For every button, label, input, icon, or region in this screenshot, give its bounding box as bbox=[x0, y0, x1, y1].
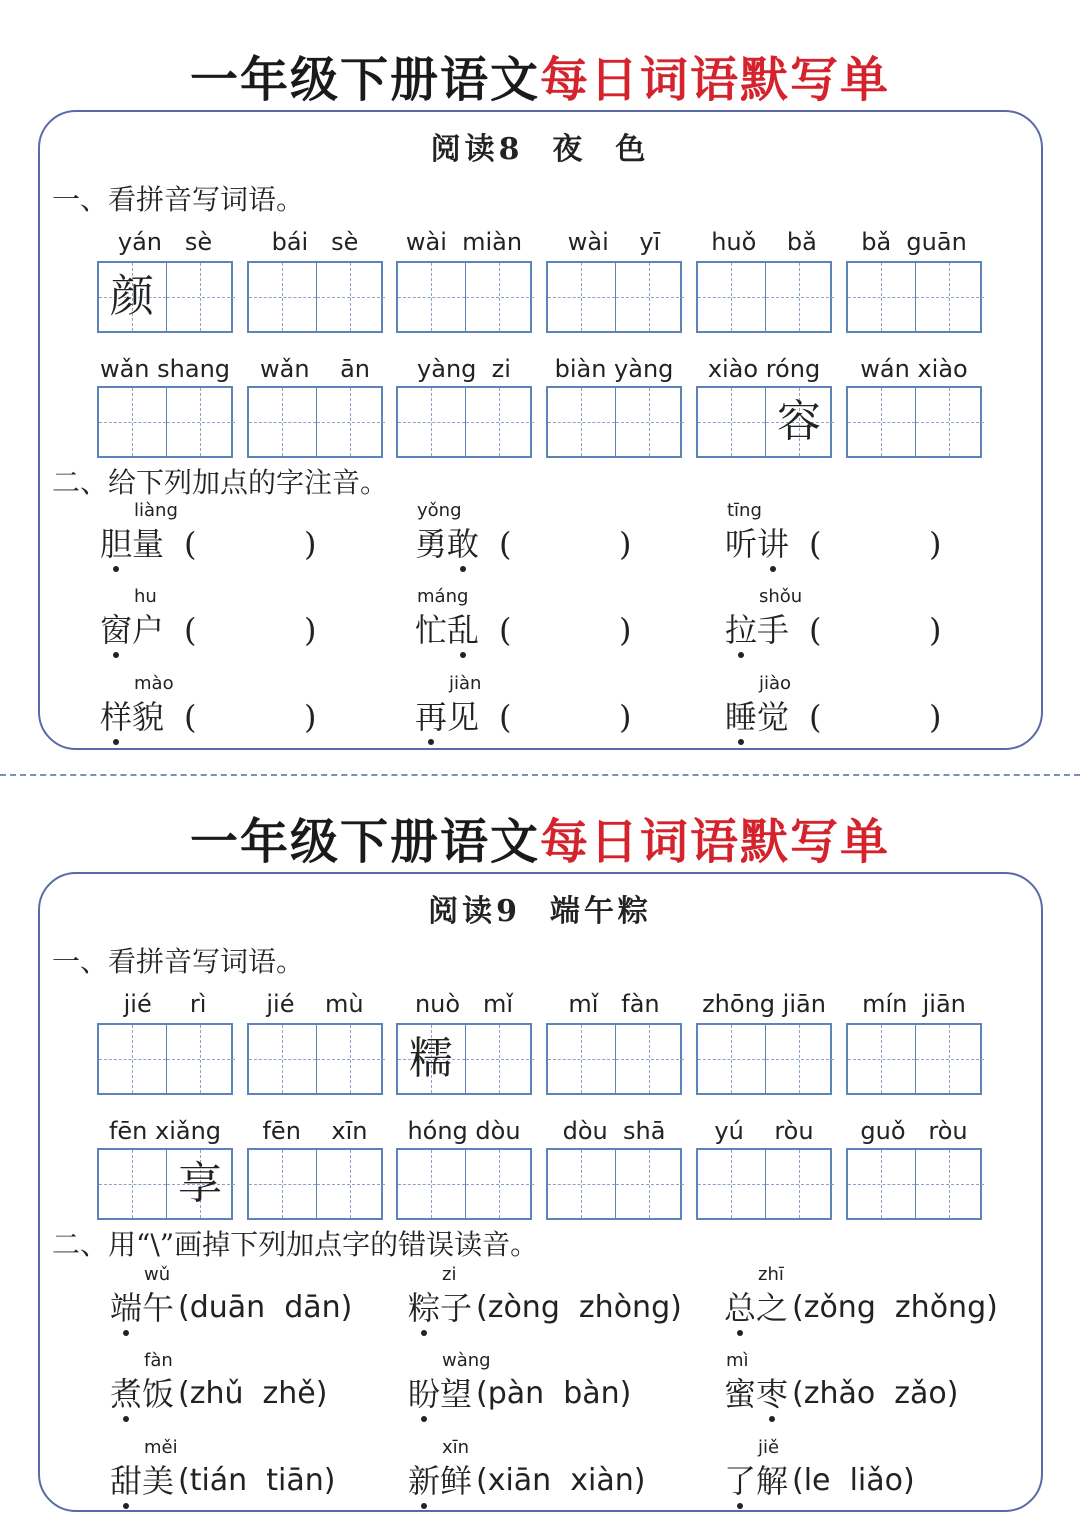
tian-grid-cell[interactable] bbox=[698, 388, 766, 456]
word-char: 拉 bbox=[725, 608, 757, 652]
word-char: 枣 bbox=[756, 1372, 788, 1416]
answer-paren-close: ) bbox=[929, 698, 942, 736]
word-pinyin: biàn yàng bbox=[554, 355, 674, 383]
cell-character bbox=[766, 1150, 832, 1218]
tian-grid-cell[interactable] bbox=[167, 388, 235, 456]
tian-grid-cell[interactable] bbox=[466, 1150, 534, 1218]
tian-grid-cell[interactable] bbox=[99, 263, 167, 331]
phonetic-item bbox=[724, 1350, 1024, 1434]
sheet-title bbox=[0, 812, 1080, 872]
answer-blank[interactable] bbox=[210, 522, 300, 566]
word-pinyin: wài yī bbox=[567, 228, 661, 256]
tian-grid-cell[interactable] bbox=[99, 388, 167, 456]
cell-character bbox=[848, 1025, 914, 1093]
annotation-pinyin: jiě bbox=[758, 1437, 780, 1458]
phonetic-item bbox=[415, 586, 715, 670]
tian-grid-cell[interactable] bbox=[698, 1150, 766, 1218]
phonetic-item bbox=[408, 1264, 708, 1348]
tian-grid-cell[interactable] bbox=[766, 263, 834, 331]
cell-character bbox=[616, 1025, 682, 1093]
phonetic-item bbox=[724, 1437, 1024, 1521]
phonetic-item bbox=[725, 586, 1025, 670]
writing-box[interactable] bbox=[97, 386, 233, 458]
tian-grid-cell[interactable] bbox=[766, 1025, 834, 1093]
cell-character bbox=[99, 1025, 165, 1093]
tian-grid-cell[interactable] bbox=[848, 263, 916, 331]
cell-character bbox=[916, 1025, 982, 1093]
writing-box[interactable] bbox=[396, 386, 532, 458]
cell-character bbox=[317, 263, 383, 331]
word-pinyin: jié mù bbox=[266, 990, 364, 1018]
pinyin-row bbox=[0, 352, 1080, 386]
tian-grid-cell[interactable] bbox=[916, 263, 984, 331]
cell-character bbox=[766, 263, 832, 331]
word-pinyin: fēn xiǎng bbox=[108, 1117, 222, 1145]
word-text bbox=[110, 1459, 174, 1503]
cell-character: 容 bbox=[777, 396, 821, 447]
word-char: 总 bbox=[724, 1286, 756, 1330]
reading-options[interactable]: (zhǔ zhě) bbox=[178, 1376, 328, 1411]
writing-box[interactable] bbox=[696, 261, 832, 333]
word-char: 子 bbox=[440, 1289, 473, 1327]
answer-blank[interactable] bbox=[210, 608, 300, 652]
tian-grid-cell[interactable] bbox=[99, 1025, 167, 1093]
section-two-heading: 二、用“\”画掉下列加点字的错误读音。 bbox=[52, 1228, 539, 1261]
annotation-pinyin: wàng bbox=[442, 1350, 491, 1371]
cell-character bbox=[698, 1150, 764, 1218]
word-char: 勇 bbox=[415, 525, 448, 563]
answer-paren-close: ) bbox=[304, 611, 317, 649]
writing-box-row bbox=[0, 386, 1080, 458]
reading-options[interactable]: (zòng zhòng) bbox=[476, 1290, 682, 1325]
word-pinyin: wài miàn bbox=[405, 228, 523, 256]
answer-paren-open: ( bbox=[499, 525, 512, 563]
tian-grid-cell[interactable] bbox=[249, 1150, 317, 1218]
answer-paren-open: ( bbox=[499, 611, 512, 649]
word-char: 了 bbox=[724, 1459, 756, 1503]
word-text bbox=[110, 1286, 174, 1330]
cell-character bbox=[466, 388, 532, 456]
word-pinyin: wǎn shang bbox=[99, 355, 231, 383]
title-black-part: 一年级下册语文 bbox=[189, 52, 540, 108]
word-char: 觉 bbox=[757, 698, 790, 736]
annotation-pinyin: shǒu bbox=[759, 586, 803, 607]
tian-grid-cell[interactable] bbox=[317, 1025, 385, 1093]
worksheet-sheet bbox=[0, 762, 1080, 1522]
annotation-pinyin: jiào bbox=[759, 673, 792, 694]
annotation-pinyin: hu bbox=[134, 586, 157, 607]
cell-character bbox=[616, 263, 682, 331]
reading-options[interactable]: (duān dān) bbox=[178, 1290, 353, 1325]
word-text bbox=[725, 695, 789, 739]
answer-paren-close: ) bbox=[929, 611, 942, 649]
writing-box[interactable] bbox=[396, 261, 532, 333]
cell-character: 享 bbox=[178, 1158, 222, 1209]
word-text bbox=[110, 1372, 174, 1416]
cell-character bbox=[249, 1150, 315, 1218]
cell-character bbox=[249, 263, 315, 331]
tian-grid-cell[interactable] bbox=[848, 388, 916, 456]
tian-grid-cell[interactable] bbox=[916, 1025, 984, 1093]
writing-box[interactable] bbox=[696, 386, 832, 458]
word-char: 新 bbox=[408, 1459, 440, 1503]
cell-character bbox=[616, 1150, 682, 1218]
tian-grid-cell[interactable] bbox=[167, 263, 235, 331]
word-pinyin: wán xiào bbox=[860, 355, 968, 383]
word-char: 美 bbox=[142, 1462, 175, 1500]
answer-blank[interactable] bbox=[835, 522, 925, 566]
writing-box[interactable] bbox=[396, 1148, 532, 1220]
answer-paren-open: ( bbox=[184, 525, 197, 563]
word-text bbox=[408, 1459, 472, 1503]
word-char: 解 bbox=[756, 1462, 789, 1500]
phonetic-item bbox=[100, 500, 400, 584]
word-pinyin: wǎn ān bbox=[260, 355, 370, 383]
word-text bbox=[725, 522, 789, 566]
tian-grid-cell[interactable] bbox=[466, 388, 534, 456]
phonetic-item bbox=[408, 1437, 708, 1521]
tian-grid-cell[interactable] bbox=[317, 263, 385, 331]
cell-character bbox=[548, 1025, 614, 1093]
tian-grid-cell[interactable] bbox=[466, 1025, 534, 1093]
phonetic-item bbox=[724, 1264, 1024, 1348]
writing-box[interactable] bbox=[546, 1023, 682, 1095]
reading-options[interactable]: (pàn bàn) bbox=[476, 1376, 632, 1411]
tian-grid-cell[interactable] bbox=[616, 388, 684, 456]
word-char: 蜜 bbox=[724, 1375, 757, 1413]
reading-options[interactable]: (xiān xiàn) bbox=[476, 1463, 646, 1498]
word-text bbox=[724, 1459, 788, 1503]
cell-character bbox=[398, 263, 464, 331]
cell-character bbox=[167, 388, 233, 456]
answer-paren-open: ( bbox=[499, 698, 512, 736]
answer-paren-close: ) bbox=[304, 525, 317, 563]
word-pinyin: nuò mǐ bbox=[414, 990, 514, 1018]
phonetic-item bbox=[725, 500, 1025, 584]
cell-character bbox=[99, 388, 165, 456]
tian-grid-cell[interactable] bbox=[766, 1150, 834, 1218]
word-pinyin: fēn xīn bbox=[262, 1117, 368, 1145]
word-char: 胆 bbox=[100, 522, 132, 566]
cell-character bbox=[317, 1025, 383, 1093]
answer-blank[interactable] bbox=[525, 608, 615, 652]
word-char: 敢 bbox=[447, 522, 479, 566]
writing-box[interactable] bbox=[97, 261, 233, 333]
answer-paren-close: ) bbox=[619, 525, 632, 563]
cell-character bbox=[916, 263, 982, 331]
tian-grid-cell[interactable] bbox=[249, 263, 317, 331]
word-pinyin: guǒ ròu bbox=[860, 1117, 968, 1145]
writing-box[interactable] bbox=[546, 1148, 682, 1220]
word-pinyin: mín jiān bbox=[862, 990, 966, 1018]
tian-grid-cell[interactable] bbox=[916, 388, 984, 456]
answer-blank[interactable] bbox=[210, 695, 300, 739]
word-pinyin: jié rì bbox=[123, 990, 207, 1018]
word-char: 讲 bbox=[757, 522, 789, 566]
cell-character bbox=[848, 1150, 914, 1218]
answer-blank[interactable] bbox=[525, 522, 615, 566]
annotation-pinyin: zhī bbox=[758, 1264, 784, 1285]
title-red-part: 每日词语默写单 bbox=[540, 814, 891, 870]
word-pinyin: zhōng jiān bbox=[702, 990, 826, 1018]
word-text bbox=[100, 695, 164, 739]
reading-options[interactable]: (zhǎo zǎo) bbox=[792, 1376, 959, 1411]
phonetic-item bbox=[100, 673, 400, 757]
cell-character bbox=[848, 263, 914, 331]
annotation-pinyin: yǒng bbox=[417, 500, 462, 521]
annotation-pinyin: xīn bbox=[442, 1437, 470, 1458]
cell-character bbox=[766, 1025, 832, 1093]
phonetic-item bbox=[110, 1350, 410, 1434]
cell-character bbox=[398, 388, 464, 456]
sheet-title bbox=[0, 50, 1080, 110]
word-char: 貌 bbox=[132, 698, 165, 736]
phonetic-item bbox=[725, 673, 1025, 757]
word-pinyin: mǐ fàn bbox=[568, 990, 660, 1018]
annotation-pinyin: liàng bbox=[134, 500, 178, 521]
word-char: 鲜 bbox=[440, 1462, 473, 1500]
cell-character bbox=[916, 388, 982, 456]
cell-character bbox=[249, 388, 315, 456]
word-char: 见 bbox=[447, 698, 480, 736]
word-text bbox=[724, 1372, 788, 1416]
annotation-pinyin: tīng bbox=[727, 500, 762, 521]
word-char: 户 bbox=[132, 611, 165, 649]
answer-paren-open: ( bbox=[809, 525, 822, 563]
word-char: 听 bbox=[725, 525, 758, 563]
tian-grid-cell[interactable] bbox=[249, 1025, 317, 1093]
word-text bbox=[408, 1372, 472, 1416]
answer-paren-open: ( bbox=[809, 698, 822, 736]
tian-grid-cell[interactable] bbox=[698, 1025, 766, 1093]
section-one-heading: 一、看拼音写词语。 bbox=[52, 183, 305, 216]
annotation-pinyin: měi bbox=[144, 1437, 178, 1458]
cell-character bbox=[698, 388, 764, 456]
word-char: 端 bbox=[110, 1286, 142, 1330]
cell-character bbox=[99, 1150, 165, 1218]
word-char: 之 bbox=[756, 1289, 789, 1327]
phonetic-item bbox=[408, 1350, 708, 1434]
writing-box[interactable] bbox=[696, 1023, 832, 1095]
answer-paren-close: ) bbox=[619, 698, 632, 736]
annotation-pinyin: fàn bbox=[144, 1350, 173, 1371]
answer-paren-close: ) bbox=[619, 611, 632, 649]
writing-box[interactable] bbox=[846, 1023, 982, 1095]
writing-box[interactable] bbox=[396, 1023, 532, 1095]
tian-grid-cell[interactable] bbox=[698, 263, 766, 331]
writing-box[interactable] bbox=[846, 1148, 982, 1220]
word-text bbox=[408, 1286, 472, 1330]
cell-character bbox=[616, 388, 682, 456]
title-red-part: 每日词语默写单 bbox=[540, 52, 891, 108]
word-char: 甜 bbox=[110, 1459, 142, 1503]
word-pinyin: dòu shā bbox=[562, 1117, 666, 1145]
cell-character bbox=[398, 1150, 464, 1218]
phonetic-item bbox=[110, 1264, 410, 1348]
writing-box[interactable] bbox=[97, 1148, 233, 1220]
annotation-pinyin: mào bbox=[134, 673, 174, 694]
tian-grid-cell[interactable] bbox=[398, 388, 466, 456]
word-text bbox=[725, 608, 789, 652]
word-text bbox=[415, 608, 479, 652]
writing-box-row bbox=[0, 1148, 1080, 1220]
word-pinyin: bái sè bbox=[271, 228, 359, 256]
writing-box[interactable] bbox=[247, 261, 383, 333]
tian-grid-cell[interactable] bbox=[848, 1150, 916, 1218]
cell-character bbox=[698, 263, 764, 331]
writing-box[interactable] bbox=[247, 1023, 383, 1095]
tian-grid-cell[interactable] bbox=[317, 388, 385, 456]
cell-character bbox=[167, 263, 233, 331]
cell-character bbox=[548, 1150, 614, 1218]
lesson-title: 阅读9 端午粽 bbox=[428, 894, 652, 929]
word-pinyin: yàng zi bbox=[417, 355, 511, 383]
phonetic-item bbox=[415, 500, 715, 584]
writing-box[interactable] bbox=[247, 386, 383, 458]
word-char: 量 bbox=[132, 525, 165, 563]
worksheet-sheet bbox=[0, 0, 1080, 760]
section-two-heading: 二、给下列加点的字注音。 bbox=[52, 466, 389, 499]
writing-box-row bbox=[0, 261, 1080, 333]
annotation-pinyin: wǔ bbox=[144, 1264, 171, 1285]
cell-character: 颜 bbox=[110, 271, 154, 322]
tian-grid-cell[interactable] bbox=[548, 1025, 616, 1093]
tian-grid-cell[interactable] bbox=[916, 1150, 984, 1218]
cell-character bbox=[698, 1025, 764, 1093]
annotation-pinyin: zi bbox=[442, 1264, 457, 1285]
annotation-pinyin: máng bbox=[417, 586, 469, 607]
tian-grid-cell[interactable] bbox=[398, 1150, 466, 1218]
writing-box[interactable] bbox=[97, 1023, 233, 1095]
word-pinyin: yán sè bbox=[117, 228, 213, 256]
writing-box[interactable] bbox=[546, 261, 682, 333]
cell-character bbox=[548, 388, 614, 456]
writing-box[interactable] bbox=[846, 261, 982, 333]
word-pinyin: huǒ bǎ bbox=[711, 228, 817, 256]
cell-character bbox=[167, 1025, 233, 1093]
word-char: 粽 bbox=[408, 1286, 440, 1330]
tian-grid-cell[interactable] bbox=[848, 1025, 916, 1093]
cell-character bbox=[466, 263, 532, 331]
word-text bbox=[724, 1286, 788, 1330]
writing-box[interactable] bbox=[247, 1148, 383, 1220]
word-char: 再 bbox=[415, 695, 447, 739]
word-text bbox=[100, 608, 164, 652]
writing-box[interactable] bbox=[846, 386, 982, 458]
word-char: 忙 bbox=[415, 611, 448, 649]
word-pinyin: xiào róng bbox=[707, 355, 821, 383]
word-char: 窗 bbox=[100, 608, 132, 652]
word-char: 饭 bbox=[142, 1375, 175, 1413]
word-pinyin: yú ròu bbox=[714, 1117, 814, 1145]
answer-blank[interactable] bbox=[525, 695, 615, 739]
section-one-heading: 一、看拼音写词语。 bbox=[52, 945, 305, 978]
writing-box[interactable] bbox=[696, 1148, 832, 1220]
word-char: 样 bbox=[100, 695, 132, 739]
tian-grid-cell[interactable] bbox=[548, 263, 616, 331]
cell-character bbox=[249, 1025, 315, 1093]
tian-grid-cell[interactable] bbox=[616, 1025, 684, 1093]
tian-grid-cell[interactable] bbox=[548, 1150, 616, 1218]
tian-grid-cell[interactable] bbox=[766, 388, 834, 456]
tian-grid-cell[interactable] bbox=[167, 1150, 235, 1218]
cell-character bbox=[317, 388, 383, 456]
answer-paren-close: ) bbox=[929, 525, 942, 563]
answer-paren-close: ) bbox=[304, 698, 317, 736]
answer-paren-open: ( bbox=[809, 611, 822, 649]
word-char: 睡 bbox=[725, 695, 757, 739]
answer-blank[interactable] bbox=[835, 608, 925, 652]
answer-paren-open: ( bbox=[184, 611, 197, 649]
cell-character bbox=[916, 1150, 982, 1218]
word-text bbox=[415, 522, 479, 566]
phonetic-item bbox=[415, 673, 715, 757]
pinyin-row bbox=[0, 225, 1080, 259]
tian-grid-cell[interactable] bbox=[616, 1150, 684, 1218]
pinyin-row bbox=[0, 1114, 1080, 1148]
answer-paren-open: ( bbox=[184, 698, 197, 736]
word-char: 盼 bbox=[408, 1372, 440, 1416]
tian-grid-cell[interactable] bbox=[466, 263, 534, 331]
pinyin-row bbox=[0, 987, 1080, 1021]
word-char: 煮 bbox=[110, 1372, 142, 1416]
tian-grid-cell[interactable] bbox=[616, 263, 684, 331]
reading-options[interactable]: (zǒng zhǒng) bbox=[792, 1290, 998, 1325]
tian-grid-cell[interactable] bbox=[398, 1025, 466, 1093]
lesson-title: 阅读8 夜 色 bbox=[430, 132, 650, 167]
word-char: 手 bbox=[757, 611, 790, 649]
tian-grid-cell[interactable] bbox=[548, 388, 616, 456]
cell-character: 糯 bbox=[409, 1033, 453, 1084]
tian-grid-cell[interactable] bbox=[317, 1150, 385, 1218]
title-black-part: 一年级下册语文 bbox=[189, 814, 540, 870]
writing-box-row bbox=[0, 1023, 1080, 1095]
cell-character bbox=[466, 1025, 532, 1093]
word-text bbox=[415, 695, 479, 739]
tian-grid-cell[interactable] bbox=[398, 263, 466, 331]
writing-box[interactable] bbox=[546, 386, 682, 458]
cell-character bbox=[317, 1150, 383, 1218]
reading-options[interactable]: (le liǎo) bbox=[792, 1463, 915, 1498]
phonetic-item bbox=[110, 1437, 410, 1521]
word-char: 望 bbox=[440, 1375, 473, 1413]
cell-character bbox=[848, 388, 914, 456]
word-text bbox=[100, 522, 164, 566]
tian-grid-cell[interactable] bbox=[167, 1025, 235, 1093]
annotation-pinyin: mì bbox=[726, 1350, 749, 1371]
word-pinyin: bǎ guān bbox=[861, 228, 967, 256]
word-char: 午 bbox=[142, 1289, 175, 1327]
word-char: 乱 bbox=[447, 608, 479, 652]
reading-options[interactable]: (tián tiān) bbox=[178, 1463, 336, 1498]
cell-character bbox=[548, 263, 614, 331]
cut-line-divider bbox=[0, 774, 1080, 776]
annotation-pinyin: jiàn bbox=[449, 673, 482, 694]
phonetic-item bbox=[100, 586, 400, 670]
tian-grid-cell[interactable] bbox=[99, 1150, 167, 1218]
tian-grid-cell[interactable] bbox=[249, 388, 317, 456]
word-pinyin: hóng dòu bbox=[407, 1117, 521, 1145]
answer-blank[interactable] bbox=[835, 695, 925, 739]
cell-character bbox=[466, 1150, 532, 1218]
